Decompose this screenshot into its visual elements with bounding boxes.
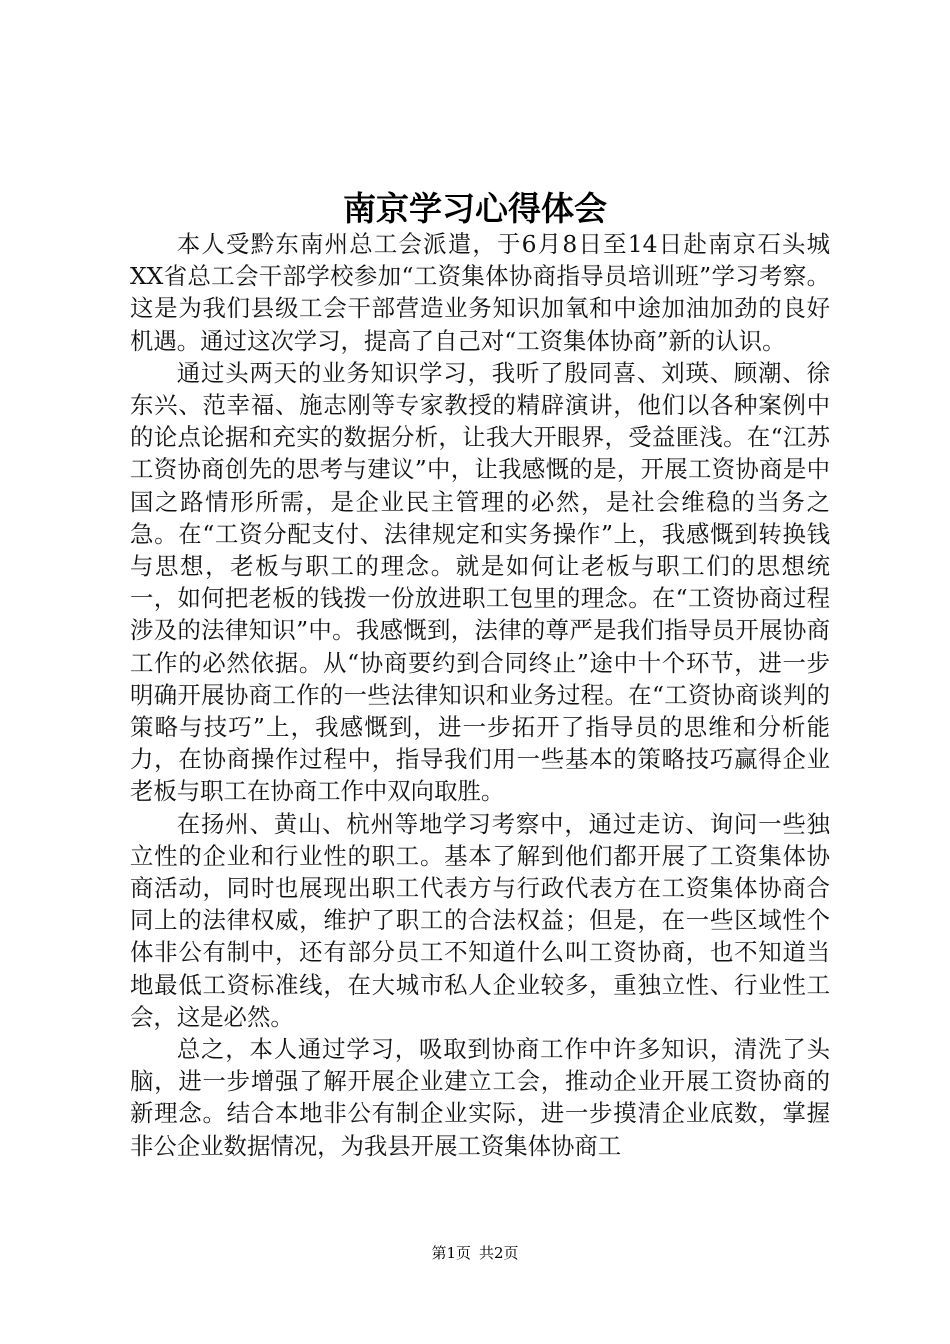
paragraph-1: 本人受黔东南州总工会派遣，于6月8日至14日赴南京石头城XX省总工会干部学校参加“工资集体协商指导员培训班”学习考察。这是为我们县级工会干部营造业务知识加氧和中途加油加劲的良好机遇。通过这次学习，提高了自己对“工资集体协商”新的认识。 (130, 230, 830, 355)
page-total: 共2页 (479, 1244, 519, 1262)
paragraph-4: 总之，本人通过学习，吸取到协商工作中许多知识，清洗了头脑，进一步增强了解开展企业建立工会，推动企业开展工资协商的新理念。结合本地非公有制企业实际，进一步摸清企业底数，掌握非公企业数据情况，为我县开展工资集体协商工 (130, 1035, 830, 1160)
page-number: 第1页 (431, 1244, 471, 1262)
paragraph-3: 在扬州、黄山、杭州等地学习考察中，通过走访、询问一些独立性的企业和行业性的职工。基本了解到他们都开展了工资集体协商活动，同时也展现出职工代表方与行政代表方在工资集体协商合同上的法律权威，维护了职工的合法权益；但是，在一些区域性个体非公有制中，还有部分员工不知道什么叫工资协商，也不知道当地最低工资标准线，在大城市私人企业较多，重独立性、行业性工会，这是必然。 (130, 809, 830, 1031)
page-footer (0, 1243, 950, 1263)
document-body (130, 228, 830, 1162)
paragraph-2: 通过头两天的业务知识学习，我听了殷同喜、刘瑛、顾潮、徐东兴、范幸福、施志刚等专家教授的精辟演讲，他们以各种案例中的论点论据和充实的数据分析，让我大开眼界，受益匪浅。在“江苏工资协商创先的思考与建议”中，让我感慨的是，开展工资协商是中国之路情形所需，是企业民主管理的必然，是社会维稳的当务之急。在“工资分配支付、法律规定和实务操作”上，我感慨到转换钱与思想，老板与职工的理念。就是如何让老板与职工们的思想统一，如何把老板的钱拨一份放进职工包里的理念。在“工资协商过程涉及的法律知识”中。我感慨到，法律的尊严是我们指导员开展协商工作的必然依据。从“协商要约到合同终止”途中十个环节，进一步明确开展协商工作的一些法律知识和业务过程。在“工资协商谈判的策略与技巧”上，我感慨到，进一步拓开了指导员的思维和分析能力，在协商操作过程中，指导我们用一些基本的策略技巧赢得企业老板与职工在协商工作中双向取胜。 (130, 358, 830, 806)
document-title: 南京学习心得体会 (343, 189, 607, 228)
